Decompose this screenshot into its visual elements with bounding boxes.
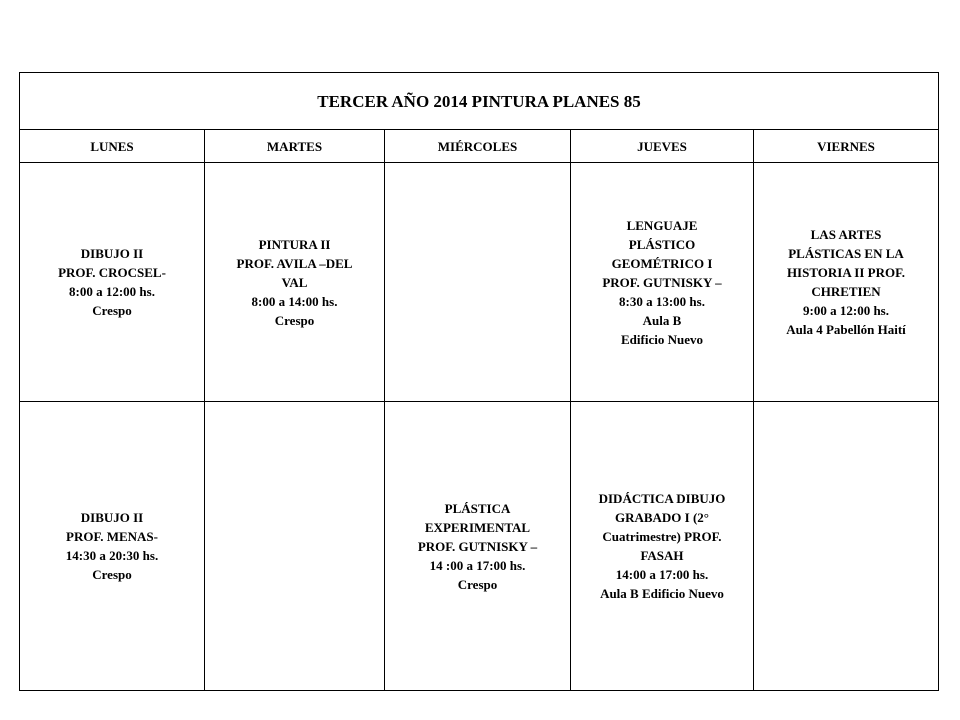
class-cell [754, 163, 939, 402]
class-info-line: GRABADO I (2° [614, 510, 710, 525]
class-cell [385, 402, 571, 691]
class-info-line: DIDÁCTICA DIBUJO [598, 491, 726, 506]
class-info-line: PROF. GUTNISKY – [602, 274, 722, 290]
class-info-line: 14:30 a 20:30 hs. [65, 548, 159, 563]
class-info-line: 8:00 a 14:00 hs. [251, 293, 338, 309]
class-info-line: Cuatrimestre) PROF. [602, 529, 722, 544]
class-cell [754, 402, 939, 691]
class-info-line: 9:00 a 12:00 hs. [803, 303, 889, 318]
class-info-line: FASAH [640, 548, 684, 563]
class-cell [571, 163, 754, 402]
class-cell [205, 402, 385, 691]
schedule-table [19, 72, 939, 691]
class-info-line: PROF. CROCSEL- [58, 265, 166, 280]
title-row [20, 73, 939, 130]
day-header-friday: VIERNES [754, 130, 939, 163]
day-header-wednesday: MIÉRCOLES [385, 130, 571, 163]
class-cell [385, 163, 571, 402]
class-info-line: PINTURA II [258, 236, 331, 252]
class-info-line: Crespo [92, 567, 132, 582]
class-info-line: LENGUAJE [626, 217, 698, 233]
class-info-line: GEOMÉTRICO I [611, 255, 713, 271]
day-header-thursday: JUEVES [571, 130, 754, 163]
class-info-line: Edificio Nuevo [621, 331, 703, 347]
day-header-tuesday: MARTES [205, 130, 385, 163]
class-info-line: PLÁSTICAS EN LA [788, 246, 904, 261]
class-info-line: 8:30 a 13:00 hs. [619, 293, 705, 309]
class-info-line: Crespo [457, 576, 498, 592]
class-cell [205, 163, 385, 402]
class-cell [571, 402, 754, 691]
class-info-line: Aula B [642, 312, 682, 328]
class-cell [20, 163, 205, 402]
class-info-line: 8:00 a 12:00 hs. [69, 284, 155, 299]
table-title: TERCER AÑO 2014 PINTURA PLANES 85 [20, 73, 939, 130]
class-info-line: DIBUJO II [80, 510, 144, 525]
class-info-line: LAS ARTES [810, 227, 882, 242]
class-info-line: 14 :00 a 17:00 hs. [429, 557, 526, 573]
class-info-line: Aula 4 Pabellón Haití [786, 322, 906, 337]
class-info-line: EXPERIMENTAL [424, 519, 531, 535]
class-info-line: CHRETIEN [811, 284, 881, 299]
class-info-line: PLÁSTICA [444, 500, 511, 516]
class-info-line: PROF. AVILA –DEL [236, 255, 353, 271]
class-info-line: PROF. MENAS- [66, 529, 158, 544]
day-header-row [20, 130, 939, 163]
class-info-line: Crespo [274, 312, 315, 328]
class-info-line: PLÁSTICO [628, 236, 696, 252]
class-info-line: HISTORIA II PROF. [786, 265, 906, 280]
class-cell [20, 402, 205, 691]
afternoon-slot-row [20, 402, 939, 691]
morning-slot-row [20, 163, 939, 402]
class-info-line: PROF. GUTNISKY – [417, 538, 538, 554]
class-info-line: 14:00 a 17:00 hs. [615, 567, 709, 582]
day-header-monday: LUNES [20, 130, 205, 163]
class-info-line: DIBUJO II [80, 246, 144, 261]
class-info-line: Aula B Edificio Nuevo [600, 586, 724, 601]
class-info-line: VAL [281, 274, 308, 290]
class-info-line: Crespo [92, 303, 132, 318]
